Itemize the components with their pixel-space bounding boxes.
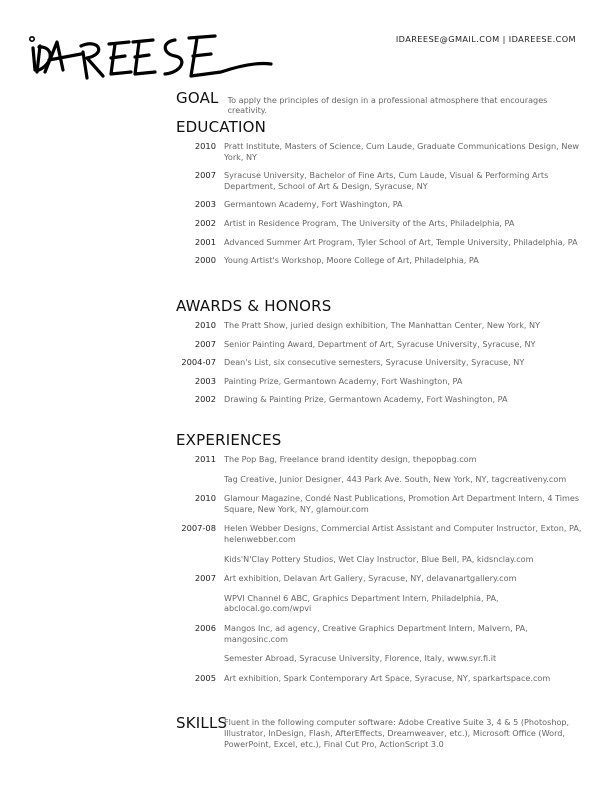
education-entry <box>176 199 582 210</box>
education-entry <box>176 237 582 248</box>
education-title: EDUCATION <box>176 118 266 136</box>
entry-year: 2004-07 <box>181 357 216 368</box>
entry-year: 2010 <box>194 141 216 151</box>
entry-text: Young Artist's Workshop, Moore College of Art, Philadelphia, PA <box>224 255 479 266</box>
entry-text: Dean's List, six consecutive semesters, Syracuse University, Syracuse, NY <box>224 357 525 368</box>
entry-year: 2005 <box>194 672 216 683</box>
experience-entry <box>176 653 582 664</box>
skills-section <box>176 714 582 750</box>
experience-entry <box>176 554 582 565</box>
skills-text: Fluent in the following computer software: Adobe Creative Suite 3, 4 & 5 (Photoshop, Illustrator, InDesign, Flash, AfterEffects, Dreamweaver, etc.), Microsoft Office (Word, PowerPoint, Excel, etc.), Final Cut Pro, ActionScript 3.0 <box>224 717 570 749</box>
entry-year: 2003 <box>194 375 216 386</box>
experience-entry <box>176 623 582 644</box>
entry-text: The Pratt Show, juried design exhibition, The Manhattan Center, New York, NY <box>224 320 541 330</box>
entry-text: Semester Abroad, Syracuse University, Florence, Italy, www.syr.fi.it <box>224 653 497 664</box>
entry-text: Art exhibition, Spark Contemporary Art Space, Syracuse, NY, sparkartspace.com <box>224 672 551 683</box>
skills-title: SKILLS <box>176 714 228 732</box>
award-entry <box>176 376 582 387</box>
entry-text: Painting Prize, Germantown Academy, Fort Washington, PA <box>224 375 463 386</box>
experience-entry <box>176 454 582 465</box>
entry-text: Drawing & Painting Prize, Germantown Academy, Fort Washington, PA <box>224 394 508 405</box>
entry-text: Kids'N'Clay Pottery Studios, Wet Clay Instructor, Blue Bell, PA, kidsnclay.com <box>224 553 534 564</box>
entry-text: Glamour Magazine, Condé Nast Publications, Promotion Art Department Intern, 4 Times Square, New York, NY, glamour.com <box>224 493 580 514</box>
entry-year: 2007 <box>194 338 216 349</box>
entry-year: 2003 <box>194 199 216 210</box>
education-entry <box>176 255 582 266</box>
entry-text: WPVI Channel 6 ABC, Graphics Department Intern, Philadelphia, PA, abclocal.go.com/wpvi <box>224 592 499 614</box>
entry-text: Art exhibition, Delavan Art Gallery, Syracuse, NY, delavanartgallery.com <box>224 573 517 584</box>
entry-year: 2001 <box>194 236 216 247</box>
entry-text: Tag Creative, Junior Designer, 443 Park Ave. South, New York, NY, tagcreativeny.com <box>224 473 567 484</box>
education-entry <box>176 141 582 162</box>
award-entry <box>176 357 582 368</box>
goal-text: To apply the principles of design in a professional atmosphere that encourages creativity. <box>227 95 548 115</box>
entry-year: 2010 <box>194 320 216 330</box>
entry-year: 2000 <box>194 255 216 266</box>
experiences-section <box>176 431 582 683</box>
entry-text: Germantown Academy, Fort Washington, PA <box>224 199 403 210</box>
entry-text: Pratt Institute, Masters of Science, Cum Laude, Graduate Communications Design, New York, NY <box>224 141 579 162</box>
entry-text: Advanced Summer Art Program, Tyler School of Art, Temple University, Philadelphia, PA <box>224 236 578 247</box>
entry-year: 2011 <box>194 454 216 464</box>
awards-title: AWARDS & HONORS <box>176 297 332 315</box>
education-entry <box>176 170 582 191</box>
entry-text: Mangos Inc, ad agency, Creative Graphics Department Intern, Malvern, PA, mangosinc.com <box>224 622 528 644</box>
awards-section <box>176 297 582 405</box>
contact-info: IDAREESE@GMAIL.COM | IDAREESE.COM <box>395 34 576 44</box>
award-entry <box>176 339 582 350</box>
entry-year: 2002 <box>194 394 216 405</box>
signature-logo <box>25 30 275 85</box>
entry-year: 2007-08 <box>181 523 216 534</box>
entry-year: 2007 <box>194 170 216 181</box>
entry-text: Syracuse University, Bachelor of Fine Arts, Cum Laude, Visual & Performing Arts Department, School of Art & Design, Syracuse, NY <box>224 170 549 191</box>
experience-entry <box>176 474 582 485</box>
experience-entry <box>176 573 582 584</box>
education-section <box>176 118 582 266</box>
entry-text: Artist in Residence Program, The University of the Arts, Philadelphia, PA <box>224 217 515 228</box>
experience-entry <box>176 493 582 514</box>
entry-year: 2002 <box>194 217 216 228</box>
entry-year: 2007 <box>194 573 216 584</box>
entry-text: Helen Webber Designs, Commercial Artist Assistant and Computer Instructor, Exton, PA, helenwebber.com <box>224 523 582 544</box>
experience-entry <box>176 593 582 614</box>
education-entry <box>176 218 582 229</box>
goal-title: GOAL <box>176 89 219 107</box>
entry-year: 2006 <box>194 622 216 633</box>
entry-year: 2010 <box>194 493 216 504</box>
experience-entry <box>176 523 582 544</box>
entry-text: The Pop Bag, Freelance brand identity design, thepopbag.com <box>224 454 477 464</box>
award-entry <box>176 394 582 405</box>
experiences-title: EXPERIENCES <box>176 431 282 449</box>
award-entry <box>176 320 582 331</box>
experience-entry <box>176 673 582 684</box>
entry-text: Senior Painting Award, Department of Art, Syracuse University, Syracuse, NY <box>224 338 536 349</box>
goal-section <box>176 89 582 115</box>
